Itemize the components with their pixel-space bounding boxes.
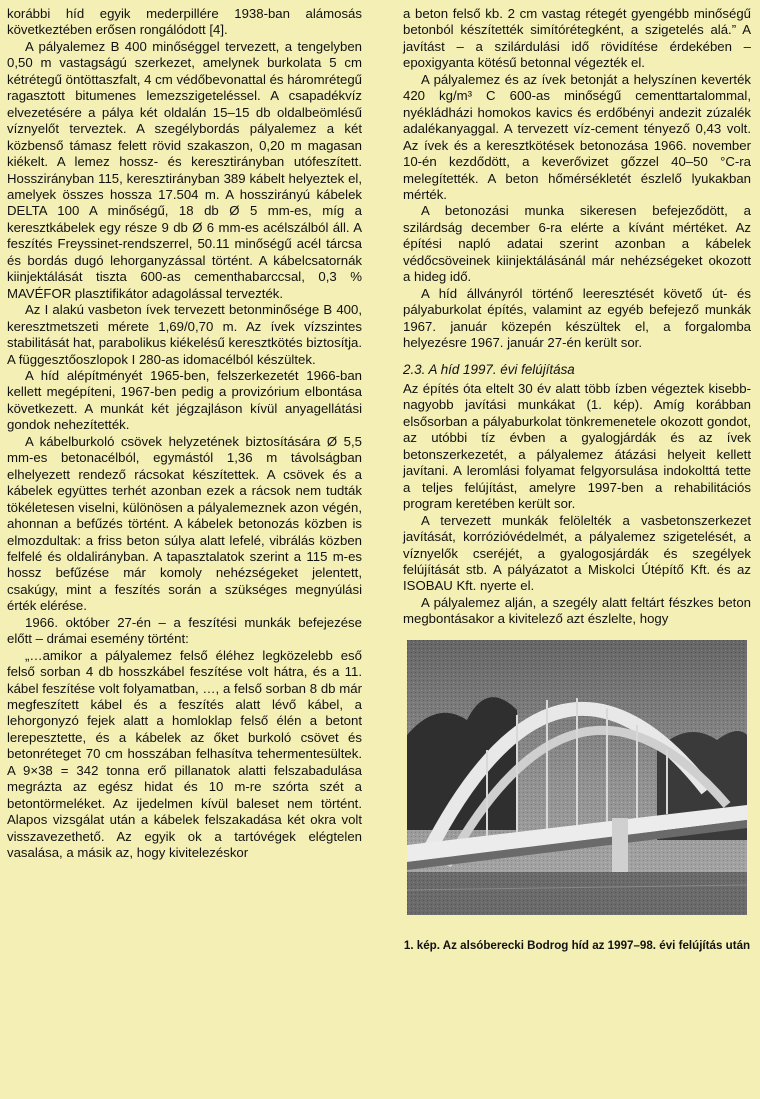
left-column-paragraph: A kábelburkoló csövek helyzetének biztosítására Ø 5,5 mm-es betonacélból, egymástól 1,36 m távolságban elhelyezett rendező rácsokat készítettek. A csövek és a kábelek együttes terhét azonban ezek a rácsok nem tudták tökéletesen viselni, különösen a pályalemeznek azon végén, ahonnan a befűzés történt. A kábelek betonozás közben is elmozdultak: a friss beton súlya alatt lefelé, vibrálás közben felfelé és oldalirányban. A tapasztalatok szerint a 115 m-es hossz befűzése már komoly nehézségeket jelentett, csakúgy, mint a feszítés során a szükséges megnyúlási érték elérése. <box>7 433 362 614</box>
section-paragraph: A tervezett munkák felölelték a vasbetonszerkezet javítását, korrózióvédelmét, a pályalemez szigetelését, a víznyelők cseréjét, a gyalogosjárdák és szegélyek felújítását stb. A pályázatot a Miskolci Útépítő Kft. és az ISOBAU Kft. nyerte el. <box>403 512 751 594</box>
right-column <box>403 6 751 953</box>
right-column-paragraph: A pályalemez és az ívek betonját a helyszínen keverték 420 kg/m³ C 600-as minőségű cementtartalommal, nyékládházi homokos kavics és erdőbényi andezit zúzalék adalékanyaggal. A tervezett víz-cement tényező 0,43 volt. Az ívek és a keresztkötések betonozása 1966. november 10-én kezdődött, a keverővizet gőzzel 40–50 °C-ra melegítették. A beton hőmérsékletét észlelő lyukakban mérték. <box>403 71 751 202</box>
left-column-paragraph: A híd alépítményét 1965-ben, felszerkezetét 1966-ban kellett megépíteni, 1967-ben pedig a provizórium elbontása következett. A munkát két jégzajláson kívül anyagellátási gondok nehezítették. <box>7 367 362 433</box>
right-column-paragraph: A híd állványról történő leeresztését követő út- és pályaburkolat építés, valamint az egyéb befejező munkák 1967. január közepén készültek el, a forgalomba helyezésre 1967. január 27-én került sor. <box>403 285 751 351</box>
left-column-paragraph: „…amikor a pályalemez felső éléhez legközelebb eső felső sorban 4 db hosszkábel feszítése volt hátra, és a 11. kábel feszítése volt folyamatban, …, a felső sorban 8 db már megfeszített kábel és a feszítés alatt lévő kábel, a lehorgonyzó fejek alatt a homloklap felső élén a betont lerepesztette, és a kábelek az őket burkoló csövet és betonréteget 70 cm hosszában felhasítva tehermentesültek. A 9×38 = 342 tonna erő pillanatok alatti felszabadulása megrázta az egész hidat és 10 m-re szórta szét a betontörmeléket. Az ijedelmen kívül baleset nem történt. Alapos vizsgálat után a kábelek felszakadása két okra volt visszavezethető. Az egyik ok a tartóvégek elégtelen vasalása, a másik az, hogy kivitelezéskor <box>7 647 362 861</box>
left-column <box>7 6 362 862</box>
left-column-paragraph: Az I alakú vasbeton ívek tervezett betonminősége B 400, keresztmetszeti mérete 1,69/0,70 m. Az ívek vízszintes stabilitását hat, parabolikus kiékelésű keresztkötés biztosítja. A függesztőoszlopok I 280-as idomacélból készültek. <box>7 302 362 367</box>
left-column-paragraph: korábbi híd egyik mederpillére 1938-ban alámosás következtében erősen rongálódott [4]. <box>7 6 362 38</box>
section-paragraph: A pályalemez alján, a szegély alatt feltárt fészkes beton megbontásakor a kivitelező azt észlelte, hogy <box>403 594 751 627</box>
section-body <box>403 381 751 628</box>
figure-caption: 1. kép. Az alsóberecki Bodrog híd az 1997–98. évi felújítás után <box>403 938 751 952</box>
right-column-paragraph: A betonozási munka sikeresen befejeződött, a szilárdság december 6-ra elérte a kívánt mértéket. Az építési napló adatai szerint azonban a kábelek védőcsöveinek kiinjektálásánál már nehézségeket okozott a hideg idő. <box>403 203 751 285</box>
left-column-paragraph: 1966. október 27-én – a feszítési munkák befejezése előtt – drámai esemény történt: <box>7 614 362 647</box>
bridge-photo <box>407 640 747 915</box>
left-column-paragraph: A pályalemez B 400 minőséggel tervezett, a tengelyben 0,50 m vastagságú szerkezet, amelynek burkolata 5 cm kétrétegű öntöttaszfalt, 4 cm védőbevonattal és háromrétegű ragasztott bitumenes lemezszigeteléssel. A csapadékvíz elvezetésére a pálya két oldalán 15–15 db oldalbeömlésű víznyelőt terveztek. A szegélybordás pályalemez a két közbenső támasz felett rövid szakaszon, 0,20 m magasan kiékelt. A lemez hossz- és keresztirányban utófeszített. Hosszirányban 115, keresztirányban 389 kábelt helyeztek el, amelyek összes hossza 17.504 m. A hosszirányú kábelek DELTA 100 A minőségű, 18 db Ø 5 mm-es, míg a keresztkábelek egy része 9 db Ø 6 mm-es acélszálból áll. A feszítés Freyssinet-rendszerrel, 50.11 minőségű acél tárcsa és bordás dugó lehorganyzással történt. A kábelcsatornák kiinjektálását tiszta 600-as cementhabarccsal, 0,3 % MAVÉFOR plasztifikátor adagolással tervezték. <box>7 38 362 301</box>
section-paragraph: Az építés óta eltelt 30 év alatt több ízben végeztek kisebb-nagyobb javítási munkákat (1. kép). Amíg korábban elsősorban a pályaburkolat tönkremenetele okozott gondot, az utóbbi tíz évben a gyalogjárdák és az ívek betonszerkezetét, a pályalemez átázási helyeit kellett javítani. A leromlási folyamat felgyorsulása indokolttá tette a teljes felújítást, amelyre 1997-ben a rehabilitációs program keretében került sor. <box>403 380 751 512</box>
section-heading: 2.3. A híd 1997. évi felújítása <box>403 361 575 377</box>
right-column-paragraph: a beton felső kb. 2 cm vastag rétegét gyengébb minőségű betonból készítették simítórétegként, a szigetelés alá.” A javítást – a szilárdulási idő rövidítése érdekében – epoxigyanta kötésű betonnal végezték el. <box>403 6 751 71</box>
right-column-body <box>403 6 751 352</box>
